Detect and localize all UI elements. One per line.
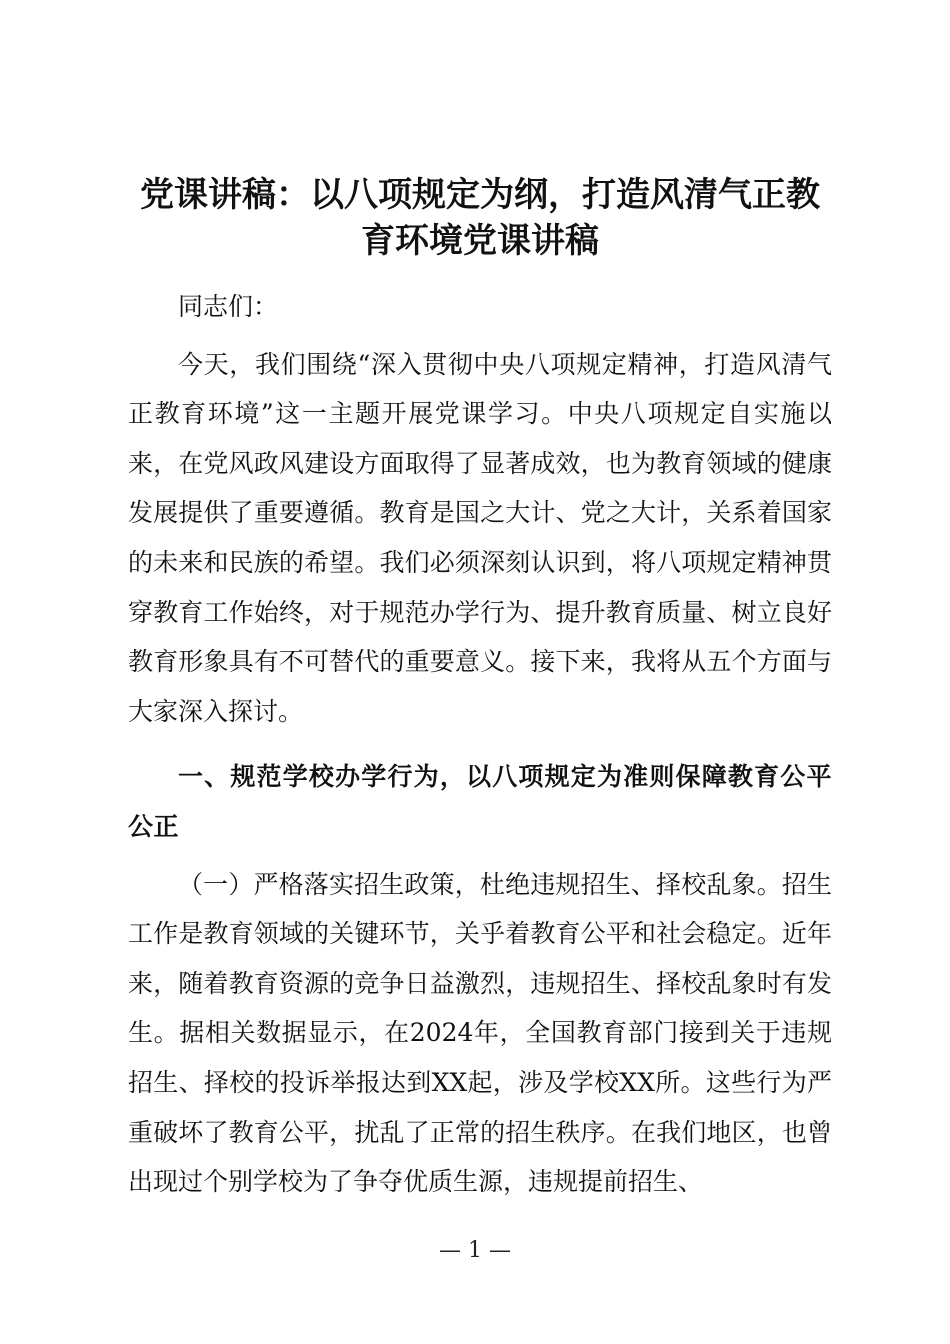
title-line-1: 党课讲稿：以八项规定为纲，打造风清气正教 bbox=[140, 175, 820, 215]
intro-paragraph: 今天，我们围绕“深入贯彻中央八项规定精神，打造风清气正教育环境”这一主题开展党课学习。中央八项规定自实施以来，在党风政风建设方面取得了显著成效，也为教育领域的健康发展提供了重要遵循。教育是国之大计、党之大计，关系着国家的未来和民族的希望。我们必须深刻认识到，将八项规定精神贯穿教育工作始终，对于规范办学行为、提升教育质量、树立良好教育形象具有不可替代的重要意义。接下来，我将从五个方面与大家深入探讨。 bbox=[128, 349, 832, 726]
salutation: 同志们： bbox=[178, 292, 279, 321]
document-body bbox=[128, 282, 832, 1207]
section-1-heading: 一、规范学校办学行为，以八项规定为准则保障教育公平公正 bbox=[128, 762, 832, 841]
title-line-2: 育环境党课讲稿 bbox=[361, 221, 599, 261]
document-title bbox=[120, 172, 840, 264]
page-number: — 1 — bbox=[439, 1238, 511, 1263]
section-1-paragraph-1: （一）严格落实招生政策，杜绝违规招生、择校乱象。招生工作是教育领域的关键环节，关乎着教育公平和社会稳定。近年来，随着教育资源的竞争日益激烈，违规招生、择校乱象时有发生。据相关数据显示，在2024年，全国教育部门接到关于违规招生、择校的投诉举报达到XX起，涉及学校XX所。这些行为严重破坏了教育公平，扰乱了正常的招生秩序。在我们地区，也曾出现过个别学校为了争夺优质生源，违规提前招生、 bbox=[128, 869, 832, 1197]
